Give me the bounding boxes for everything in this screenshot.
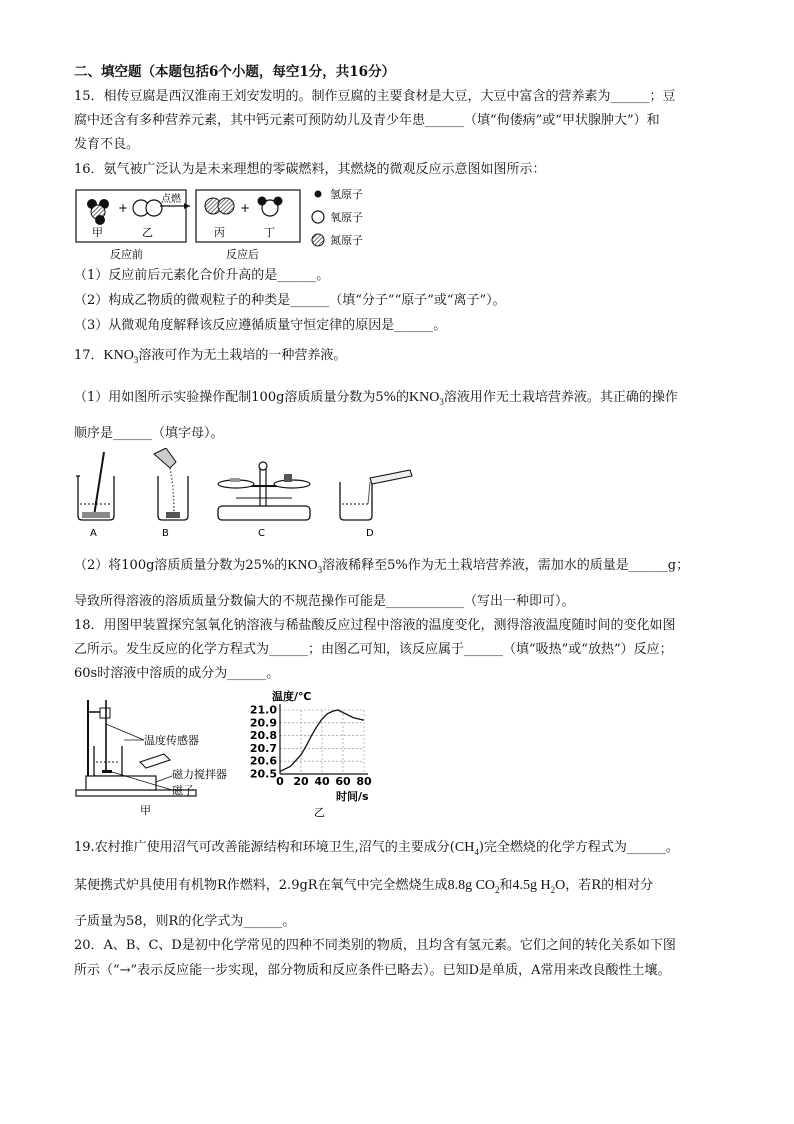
beaker-pour-icon	[154, 448, 188, 520]
x-tick-label: 40	[314, 775, 330, 788]
q16-sub-3: （3）从微观角度解释该反应遵循质量守恒定律的原因是______。	[74, 318, 447, 333]
n2-molecule-icon	[205, 198, 234, 214]
chart-ylabel: 温度/℃	[272, 690, 312, 703]
arrow-condition: 点燃	[161, 194, 181, 205]
q17-intro: 17．$KNO_3$溶液可作为无土栽培的一种营养液。	[74, 348, 347, 365]
x-tick-label: 20	[293, 775, 309, 788]
stirrer-icon	[86, 776, 156, 790]
q16-reaction-figure	[74, 184, 394, 264]
label-after: 反应后	[226, 248, 259, 261]
y-tick-label: 20.8	[249, 729, 277, 743]
h2o-molecule-icon	[258, 197, 283, 217]
y-tick-label: 21.0	[249, 703, 277, 717]
q16-sub-2: （2）构成乙物质的微观粒子的种类是______（填“分子”“原子”或“离子”）。	[74, 293, 506, 308]
y-tick-label: 20.5	[249, 767, 277, 781]
label-bing: 丙	[214, 226, 225, 239]
label-a: A	[90, 528, 97, 539]
q19-line-1: 19.农村推广使用沼气可改善能源结构和环境卫生,沼气的主要成分$(CH_4)$完全燃烧的化学方程式为______。	[74, 840, 679, 857]
q18-line-2: 乙所示。发生反应的化学方程式为______；由图乙可知，该反应属于______（填“吸热”或“放热”）反应；	[74, 642, 673, 657]
label-magnet: 磁子	[172, 784, 194, 797]
beaker-water-icon	[340, 470, 412, 520]
q16-sub-1: （1）反应前后元素化合价升高的是______。	[74, 268, 330, 283]
q20-line-1: 20．A、B、C、D是初中化学常见的四种不同类别的物质，且均含有氢元素。它们之间的转化关系如下图	[74, 938, 676, 953]
sensor-display	[140, 754, 170, 768]
label-c: C	[258, 528, 265, 539]
beaker-stir-icon	[76, 452, 114, 520]
balance-icon	[218, 462, 310, 520]
y-tick-label: 20.6	[249, 754, 277, 768]
q20-line-2: 所示（“→”表示反应能一步实现，部分物质和反应条件已略去）。已知D是单质，A常用来改良酸性土壤。	[74, 963, 671, 978]
label-sensor: 温度传感器	[144, 734, 199, 747]
q15-line-2: 腐中还含有多种营养元素，其中钙元素可预防幼儿及青少年患______（填“佝偻病”或“甲状腺肿大”）和	[74, 113, 660, 128]
q18-line-1: 18．用图甲装置探究氢氧化钠溶液与稀盐酸反应过程中溶液的温度变化，测得溶液温度随时间的变化如图	[74, 618, 676, 633]
section-title: 二、填空题（本题包括6个小题，每空1分，共16分）	[74, 64, 396, 80]
q19-line-2: 某便携式炉具使用有机物R作燃料，2.9gR在氧气中完全燃烧生成8.8g $CO_2$和4.5g $H_2O$，若R的相对分	[74, 878, 654, 895]
nh3-molecule-icon	[87, 199, 109, 225]
q17-sub1-line-2: 顺序是______（填字母）。	[74, 426, 224, 441]
q16-intro: 16．氨气被广泛认为是未来理想的零碳燃料，其燃烧的微观反应示意图如图所示：	[74, 162, 546, 177]
oxygen-atom-icon	[312, 211, 324, 223]
y-tick-label: 20.9	[249, 716, 277, 730]
legend-nitrogen: 氮原子	[330, 234, 363, 247]
legend-hydrogen: 氢原子	[330, 188, 363, 201]
q18-temperature-chart	[244, 688, 384, 820]
plus-sign: +	[118, 201, 129, 215]
q18-line-3: 60s时溶液中溶质的成分为______。	[74, 666, 280, 681]
legend-oxygen: 氧原子	[330, 211, 363, 224]
chart-xlabel: 时间/s	[336, 790, 369, 803]
magnet-icon	[102, 770, 112, 773]
q15-line-1: 15．相传豆腐是西汉淮南王刘安发明的。制作豆腐的主要食材是大豆，大豆中富含的营养素为______；豆	[74, 89, 676, 104]
x-tick-label: 60	[335, 775, 351, 788]
q15-line-3: 发育不良。	[74, 137, 140, 152]
label-stirrer: 磁力搅拌器	[172, 768, 227, 781]
label-yi: 乙	[142, 226, 153, 239]
q17-sub2-line-2: 导致所得溶液的溶质质量分数偏大的不规范操作可能是____________（写出一种即可）。	[74, 594, 575, 609]
q17-sub1-line-1: （1）用如图所示实验操作配制100g溶质质量分数为5%的$KNO_3$溶液用作无土栽培营养液。其正确的操作	[74, 390, 678, 407]
y-tick-label: 20.7	[249, 741, 277, 755]
o2-molecule-icon	[133, 200, 162, 216]
q17-operations-figure	[70, 448, 420, 540]
x-tick-label: 80	[356, 775, 372, 788]
x-tick-label: 0	[276, 775, 284, 788]
q18-apparatus-figure	[74, 690, 244, 818]
label-ding: 丁	[264, 226, 275, 239]
chart-caption: 乙	[314, 806, 325, 819]
nitrogen-atom-icon	[312, 234, 324, 246]
label-jia-apparatus: 甲	[140, 804, 151, 817]
label-jia: 甲	[92, 226, 103, 239]
hydrogen-atom-icon	[315, 191, 322, 198]
q19-line-3: 子质量为58，则R的化学式为______。	[74, 914, 296, 929]
label-d: D	[366, 528, 374, 539]
svg-text:+: +	[240, 201, 251, 215]
label-before: 反应前	[110, 248, 143, 261]
label-b: B	[162, 528, 169, 539]
q17-sub2-line-1: （2）将100g溶质质量分数为25%的$KNO_3$溶液稀释至5%作为无土栽培营养液，需加水的质量是______g；	[74, 558, 690, 575]
